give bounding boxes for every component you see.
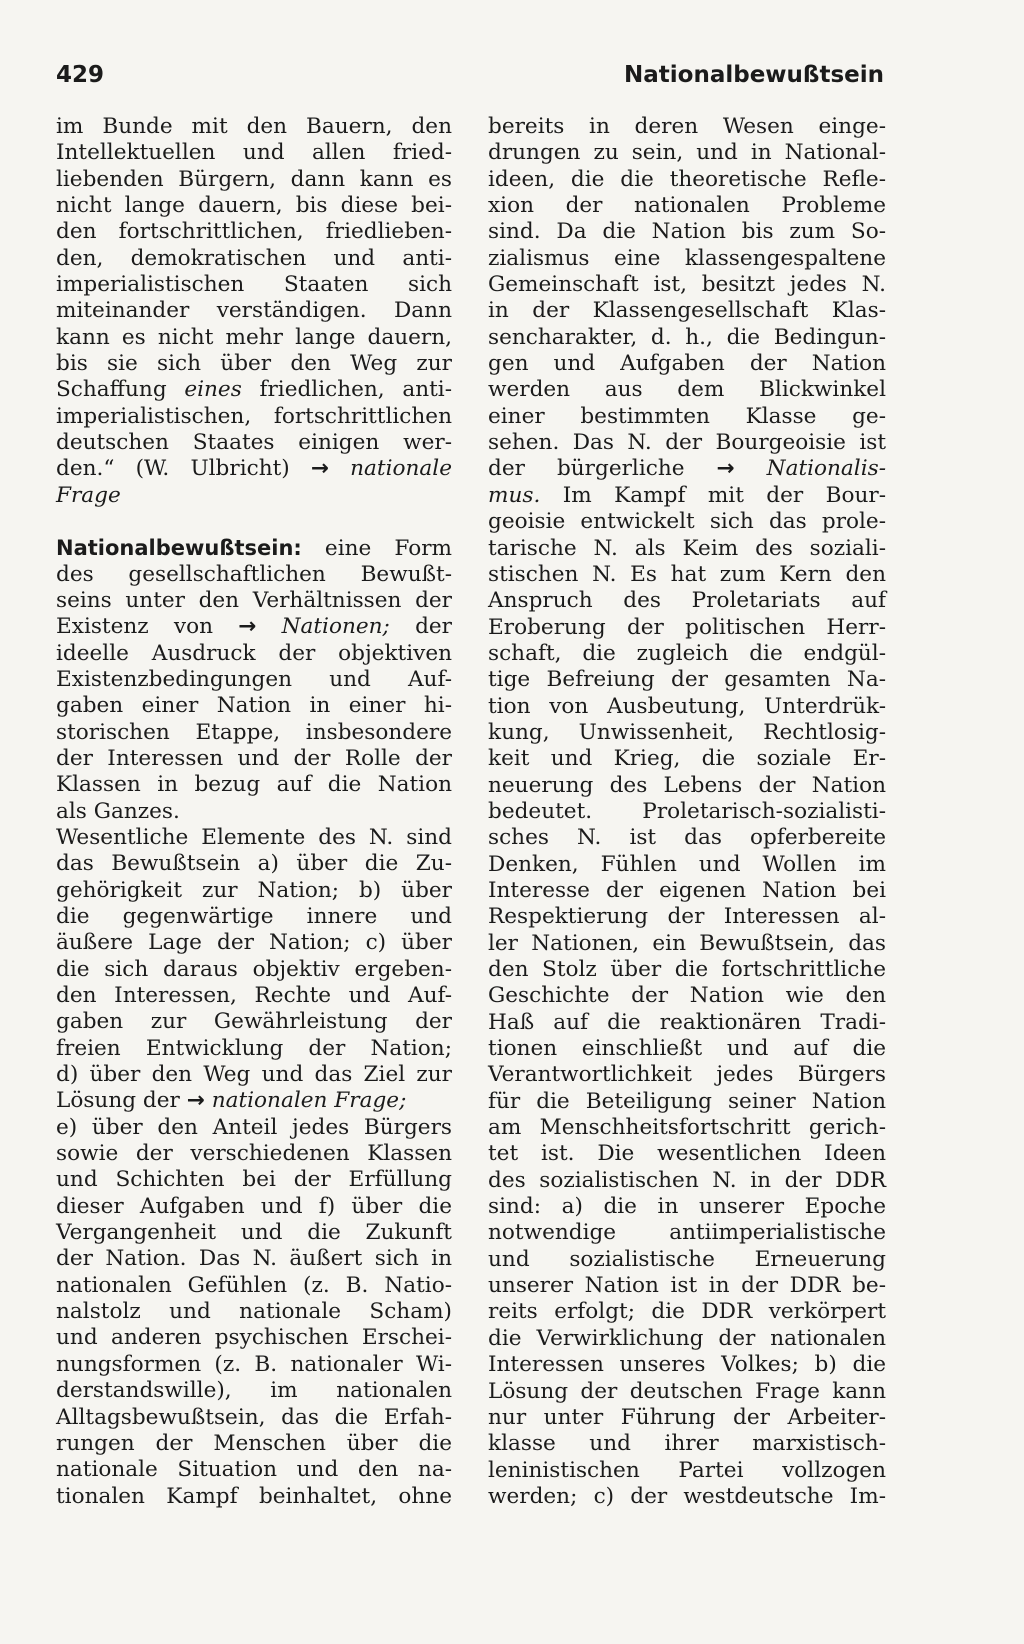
text-run: der bürgerliche — [488, 456, 717, 482]
text-line: die Verwirklichung der nationalen — [488, 1325, 886, 1351]
text-line: neuerung des Lebens der Nation — [488, 772, 886, 798]
text-line: zialismus eine klassengespaltene — [488, 245, 886, 271]
text-line — [56, 456, 452, 482]
text-run: Im Kampf mit der Bour- — [540, 482, 886, 508]
text-line: den, demokratischen und anti- — [56, 245, 452, 271]
text-line — [56, 535, 452, 561]
text-line: bedeutet. Proletarisch-sozialisti- — [488, 798, 886, 824]
text-line: klasse und ihrer marxistisch- — [488, 1431, 886, 1457]
text-line: Gemeinschaft ist, besitzt jedes N. — [488, 272, 886, 298]
text-run — [205, 1088, 212, 1113]
text-line: Lösung der deutschen Frage kann — [488, 1378, 886, 1404]
text-line: nur unter Führung der Arbeiter- — [488, 1404, 886, 1430]
text-line: der Nation. Das N. äußert sich in — [56, 1246, 452, 1272]
text-line — [488, 483, 886, 509]
text-line: und Schichten bei der Erfüllung — [56, 1167, 452, 1193]
text-line: miteinander verständigen. Dann — [56, 298, 452, 324]
running-header — [56, 58, 884, 98]
text-line: seins unter den Verhältnissen der — [56, 587, 452, 613]
text-line: tionen einschließt und auf die — [488, 1036, 886, 1062]
text-line: ideen, die die theoretische Refle- — [488, 166, 886, 192]
text-run — [735, 456, 767, 481]
text-line: notwendige antiimperialistische — [488, 1220, 886, 1246]
text-line: das Bewußtsein a) über die Zu- — [56, 851, 452, 877]
text-line: äußere Lage der Nation; c) über — [56, 930, 452, 956]
text-line: nationale Situation und den na- — [56, 1457, 452, 1483]
text-line: am Menschheitsfortschritt gerich- — [488, 1115, 886, 1141]
text-line: tion von Ausbeutung, Unterdrük- — [488, 693, 886, 719]
text-line: sind: a) die in unserer Epoche — [488, 1194, 886, 1220]
text-line: Interessen unseres Volkes; b) die — [488, 1352, 886, 1378]
text-line: und sozialistische Erneuerung — [488, 1246, 886, 1272]
text-run: den.“ (W. Ulbricht) — [56, 456, 311, 482]
text-line: Anspruch des Proletariats auf — [488, 588, 886, 614]
entry-headword: Nationalbewußtsein: — [56, 536, 302, 561]
text-run — [329, 456, 350, 481]
right-column — [488, 114, 886, 1510]
text-line: ideelle Ausdruck der objektiven — [56, 640, 452, 666]
text-line — [56, 1088, 452, 1114]
text-line: Intellektuellen und allen fried- — [56, 140, 452, 166]
text-line: bereits in deren Wesen einge- — [488, 114, 886, 139]
paragraph-quote-continuation — [56, 114, 452, 509]
text-line: sind. Da die Nation bis zum So- — [488, 219, 886, 245]
text-line: Existenzbedingungen und Auf- — [56, 666, 452, 692]
text-line: die gegenwärtige innere und — [56, 903, 452, 929]
text-line: gaben einer Nation in einer hi- — [56, 693, 452, 719]
text-line: nalstolz und nationale Scham) — [56, 1299, 452, 1325]
text-line: Haß auf die reaktionären Tradi- — [488, 1009, 886, 1035]
text-line: xion der nationalen Probleme — [488, 193, 886, 219]
text-line: tige Befreiung der gesamten Na- — [488, 667, 886, 693]
text-line: imperialistischen Staaten sich — [56, 272, 452, 298]
text-line: Wesentliche Elemente des N. sind — [56, 824, 452, 850]
cross-reference-arrow-icon: → — [186, 1088, 205, 1114]
text-line: Respektierung der Interessen al- — [488, 904, 886, 930]
text-line: Geschichte der Nation wie den — [488, 983, 886, 1009]
text-line: sowie der verschiedenen Klassen — [56, 1141, 452, 1167]
text-line: des sozialistischen N. in der DDR — [488, 1167, 886, 1193]
text-line: tarische N. als Keim des soziali- — [488, 535, 886, 561]
text-line: Klassen in bezug auf die Nation — [56, 772, 452, 798]
text-run: Existenz von — [56, 614, 239, 640]
text-line: stischen N. Es hat zum Kern den — [488, 561, 886, 587]
text-line: werden; c) der westdeutsche Im- — [488, 1483, 886, 1509]
italic-emphasis: eines — [184, 377, 242, 403]
text-line: geoisie entwickelt sich das prole- — [488, 509, 886, 535]
text-line: Eroberung der politischen Herr- — [488, 614, 886, 640]
cross-reference-arrow-icon: → — [310, 456, 329, 482]
text-line — [56, 377, 452, 403]
text-line: imperialistischen, fortschrittlichen — [56, 403, 452, 429]
text-line: gen und Aufgaben der Nation — [488, 351, 886, 377]
text-line: den Stolz über die fortschrittliche — [488, 957, 886, 982]
text-line: drungen zu sein, und in National- — [488, 140, 886, 166]
text-line: sencharakter, d. h., die Bedingun- — [488, 324, 886, 350]
running-head: Nationalbewußtsein — [624, 62, 884, 88]
page-number: 429 — [56, 62, 105, 88]
text-line: sches N. ist das opferbereite — [488, 825, 886, 851]
text-line: nicht lange dauern, bis diese bei- — [56, 193, 452, 219]
text-line: sehen. Das N. der Bourgeoisie ist — [488, 430, 886, 456]
cross-reference-link[interactable]: Nationen; — [281, 614, 390, 640]
left-column — [56, 114, 452, 1510]
text-line — [488, 456, 886, 482]
text-line: tionalen Kampf beinhaltet, ohne — [56, 1483, 452, 1509]
text-line: nungsformen (z. B. nationaler Wi- — [56, 1351, 452, 1377]
text-line: leninistischen Partei vollzogen — [488, 1457, 886, 1483]
text-line: kann es nicht mehr lange dauern, — [56, 324, 452, 350]
cross-reference-link[interactable]: Frage — [56, 482, 121, 508]
text-line: ler Nationen, ein Bewußtsein, das — [488, 930, 886, 956]
text-line: Denken, Fühlen und Wollen im — [488, 851, 886, 877]
text-line: Interesse der eigenen Nation bei — [488, 877, 886, 903]
text-line: dieser Aufgaben und f) über die — [56, 1193, 452, 1219]
text-line: unserer Nation ist in der DDR be- — [488, 1273, 886, 1299]
text-line: Verantwortlichkeit jedes Bürgers — [488, 1062, 886, 1088]
cross-reference-link[interactable]: nationalen Frage; — [211, 1088, 407, 1114]
dictionary-entry — [56, 535, 452, 1510]
text-line: des gesellschaftlichen Bewußt- — [56, 561, 452, 587]
text-line: liebenden Bürgern, dann kann es — [56, 166, 452, 192]
text-line: gaben zur Gewährleistung der — [56, 1009, 452, 1035]
text-line: Alltagsbewußtsein, das die Erfah- — [56, 1404, 452, 1430]
text-line: im Bunde mit den Bauern, den — [56, 114, 452, 139]
text-line: freien Entwicklung der Nation; — [56, 1035, 452, 1061]
text-line: einer bestimmten Klasse ge- — [488, 403, 886, 429]
text-line: der Interessen und der Rolle der — [56, 745, 452, 771]
text-line: als Ganzes. — [56, 798, 180, 824]
text-line: gehörigkeit zur Nation; b) über — [56, 877, 452, 903]
cross-reference-link[interactable]: mus. — [488, 482, 541, 508]
text-line: für die Beteiligung seiner Nation — [488, 1088, 886, 1114]
text-line — [56, 614, 452, 640]
text-line: den fortschrittlichen, friedlieben- — [56, 219, 452, 245]
text-line: reits erfolgt; die DDR verkörpert — [488, 1299, 886, 1325]
text-run — [256, 614, 281, 639]
text-line: keit und Krieg, die soziale Er- — [488, 746, 886, 772]
text-line: d) über den Weg und das Ziel zur — [56, 1062, 452, 1088]
text-run: friedlichen, anti- — [241, 377, 452, 403]
text-line: die sich daraus objektiv ergeben- — [56, 956, 452, 982]
text-line: deutschen Staates einigen wer- — [56, 430, 452, 456]
text-line: werden aus dem Blickwinkel — [488, 377, 886, 403]
text-line: bis sie sich über den Weg zur — [56, 351, 452, 377]
paragraph-gap — [56, 509, 452, 535]
text-run: Lösung der — [56, 1088, 187, 1114]
text-line: den Interessen, Rechte und Auf- — [56, 983, 452, 1008]
text-line: derstandswille), im nationalen — [56, 1378, 452, 1404]
text-run: der — [389, 614, 452, 640]
text-run: eine Form — [301, 536, 452, 562]
cross-reference-link[interactable]: Nationalis- — [766, 456, 886, 482]
text-run: Schaffung — [56, 377, 185, 403]
cross-reference-link[interactable]: nationale — [350, 456, 452, 482]
text-line: schaft, die zugleich die endgül- — [488, 640, 886, 666]
text-line: und anderen psychischen Erschei- — [56, 1325, 452, 1351]
text-line: in der Klassengesellschaft Klas- — [488, 298, 886, 324]
text-line: Vergangenheit und die Zukunft — [56, 1220, 452, 1246]
text-line: tet ist. Die wesentlichen Ideen — [488, 1141, 886, 1167]
cross-reference-arrow-icon: → — [238, 614, 257, 640]
text-line — [56, 483, 452, 509]
text-line: kung, Unwissenheit, Rechtlosig- — [488, 719, 886, 745]
text-line: rungen der Menschen über die — [56, 1430, 452, 1456]
cross-reference-arrow-icon: → — [716, 456, 735, 482]
text-line: e) über den Anteil jedes Bürgers — [56, 1114, 452, 1140]
text-line: nationalen Gefühlen (z. B. Natio- — [56, 1272, 452, 1298]
text-line: storischen Etappe, insbesondere — [56, 719, 452, 745]
